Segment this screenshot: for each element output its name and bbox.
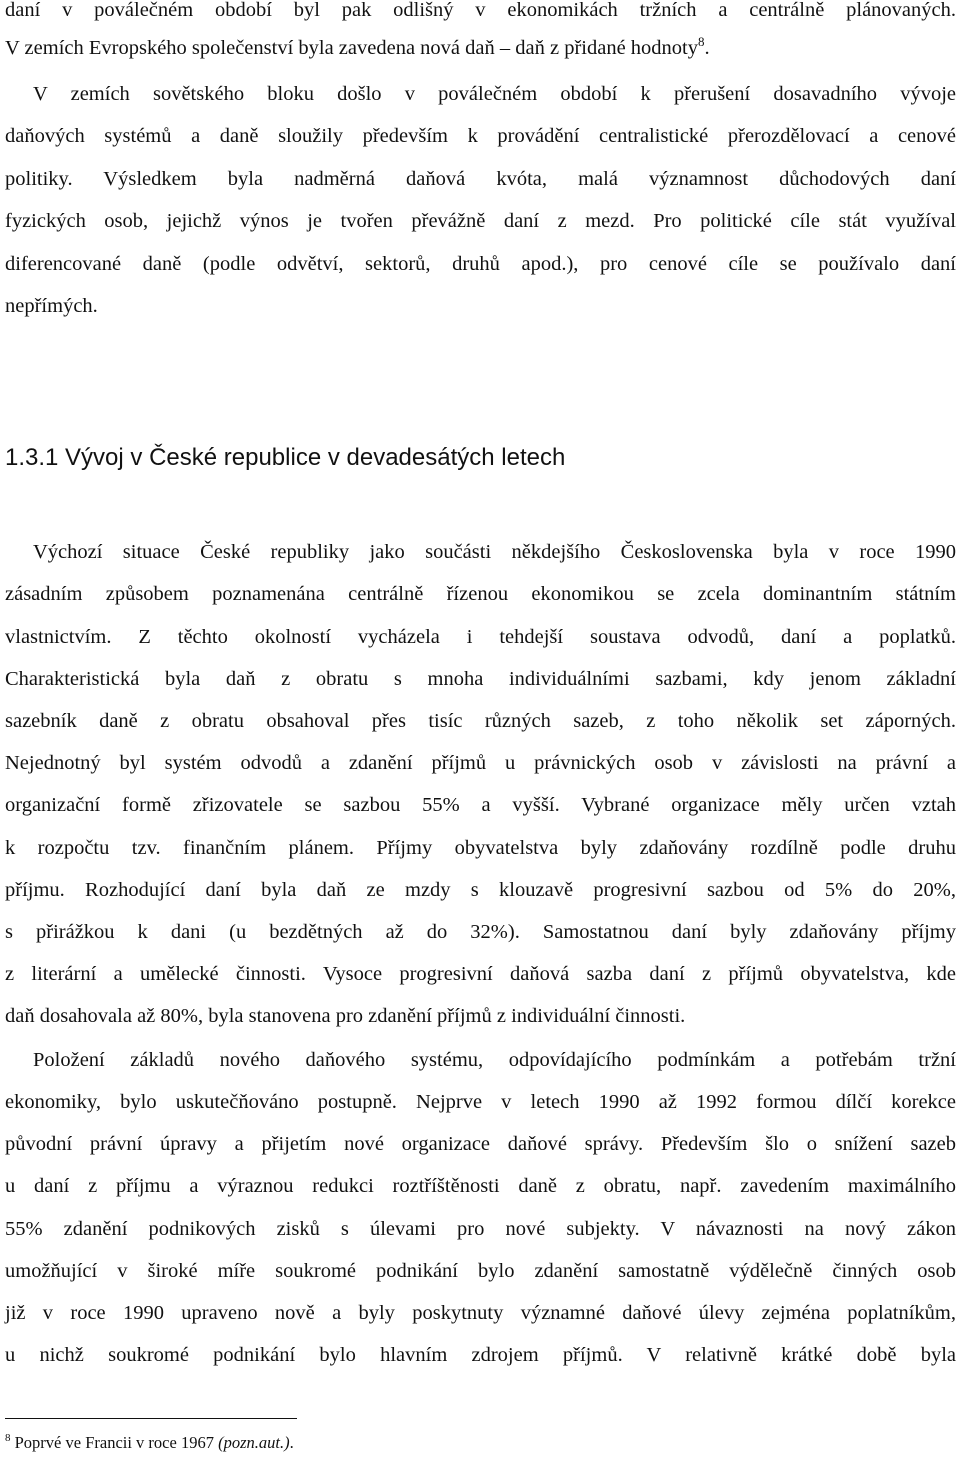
- text-line: 55% zdanění podnikových zisků s úlevami pro nové subjekty. V návaznosti na nový zákon: [5, 1218, 956, 1240]
- text-line: z literární a umělecké činnosti. Vysoce progresivní daňová sazba daní z příjmů obyvatelstva, kde: [5, 963, 956, 985]
- text-line: [5, 34, 956, 62]
- footnote-reference[interactable]: 8: [698, 34, 705, 49]
- text-span: V zemích Evropského společenství byla zavedena nová daň – daň z přidané hodnoty: [5, 37, 698, 59]
- text-span: .: [704, 37, 710, 59]
- footnote-separator: [5, 1418, 297, 1419]
- text-line: sazebník daně z obratu obsahoval přes tisíc různých sazeb, z toho několik set záporných.: [5, 710, 956, 732]
- text-line: Charakteristická byla daň z obratu s mnoha individuálními sazbami, kdy jenom základní: [5, 668, 956, 690]
- text-line: u daní z příjmu a výraznou redukci roztříštěnosti daně z obratu, např. zavedením maximálního: [5, 1175, 956, 1197]
- footnote-text: Poprvé ve Francii v roce 1967: [10, 1433, 219, 1452]
- text-line: politiky. Výsledkem byla nadměrná daňová kvóta, malá významnost důchodových daní: [5, 168, 956, 190]
- text-line: Výchozí situace České republiky jako součásti někdejšího Československa byla v roce 1990: [33, 541, 956, 563]
- text-line: fyzických osob, jejichž výnos je tvořen převážně daní z mezd. Pro politické cíle stát využíval: [5, 210, 956, 232]
- text-line: s přirážkou k dani (u bezdětných až do 32%). Samostatnou daní byly zdaňovány příjmy: [5, 921, 956, 943]
- text-line: daní v poválečném období byl pak odlišný v ekonomikách tržních a centrálně plánovaných.: [5, 0, 956, 21]
- text-line: V zemích sovětského bloku došlo v poválečném období k přerušení dosavadního vývoje: [33, 83, 956, 105]
- text-line: daň dosahovala až 80%, byla stanovena pro zdanění příjmů z individuální činnosti.: [5, 1005, 686, 1027]
- text-line: příjmu. Rozhodující daní byla daň ze mzdy s klouzavě progresivní sazbou od 5% do 20%,: [5, 879, 956, 901]
- text-line: Nejednotný byl systém odvodů a zdanění příjmů u právnických osob v závislosti na právní a: [5, 752, 956, 774]
- footnote-end: .: [289, 1433, 294, 1452]
- text-line: organizační formě zřizovatele se sazbou 55% a vyšší. Vybrané organizace měly určen vztah: [5, 794, 956, 816]
- footnote: [5, 1432, 294, 1454]
- text-line: vlastnictvím. Z těchto okolností vycházela i tehdejší soustava odvodů, daní a poplatků.: [5, 626, 956, 648]
- footnote-number: 8: [5, 1432, 11, 1444]
- footnote-source: (pozn.aut.): [218, 1433, 290, 1452]
- section-heading: 1.3.1 Vývoj v České republice v devadesátých letech: [5, 444, 566, 471]
- text-line: Položení základů nového daňového systému, odpovídajícího podmínkám a potřebám tržní: [33, 1049, 956, 1071]
- text-line: již v roce 1990 upraveno nově a byly poskytnuty významné daňové úlevy zejména poplatníkům,: [5, 1302, 956, 1324]
- text-line: ekonomiky, bylo uskutečňováno postupně. Nejprve v letech 1990 až 1992 formou dílčí korekce: [5, 1091, 956, 1113]
- text-line: původní právní úpravy a přijetím nové organizace daňové správy. Především šlo o snížení sazeb: [5, 1133, 956, 1155]
- text-line: umožňující v široké míře soukromé podnikání bylo zdanění samostatně výdělečně činných osob: [5, 1260, 956, 1282]
- text-line: u nichž soukromé podnikání bylo hlavním zdrojem příjmů. V relativně krátké době byla: [5, 1344, 956, 1366]
- text-line: zásadním způsobem poznamenána centrálně řízenou ekonomikou se zcela dominantním státním: [5, 583, 956, 605]
- text-line: nepřímých.: [5, 295, 98, 317]
- text-line: k rozpočtu tzv. finančním plánem. Příjmy obyvatelstva byly zdaňovány rozdílně podle druhu: [5, 837, 956, 859]
- text-line: diferencované daně (podle odvětví, sektorů, druhů apod.), pro cenové cíle se používalo daní: [5, 253, 956, 275]
- text-line: daňových systémů a daně sloužily především k provádění centralistické přerozdělovací a cenové: [5, 125, 956, 147]
